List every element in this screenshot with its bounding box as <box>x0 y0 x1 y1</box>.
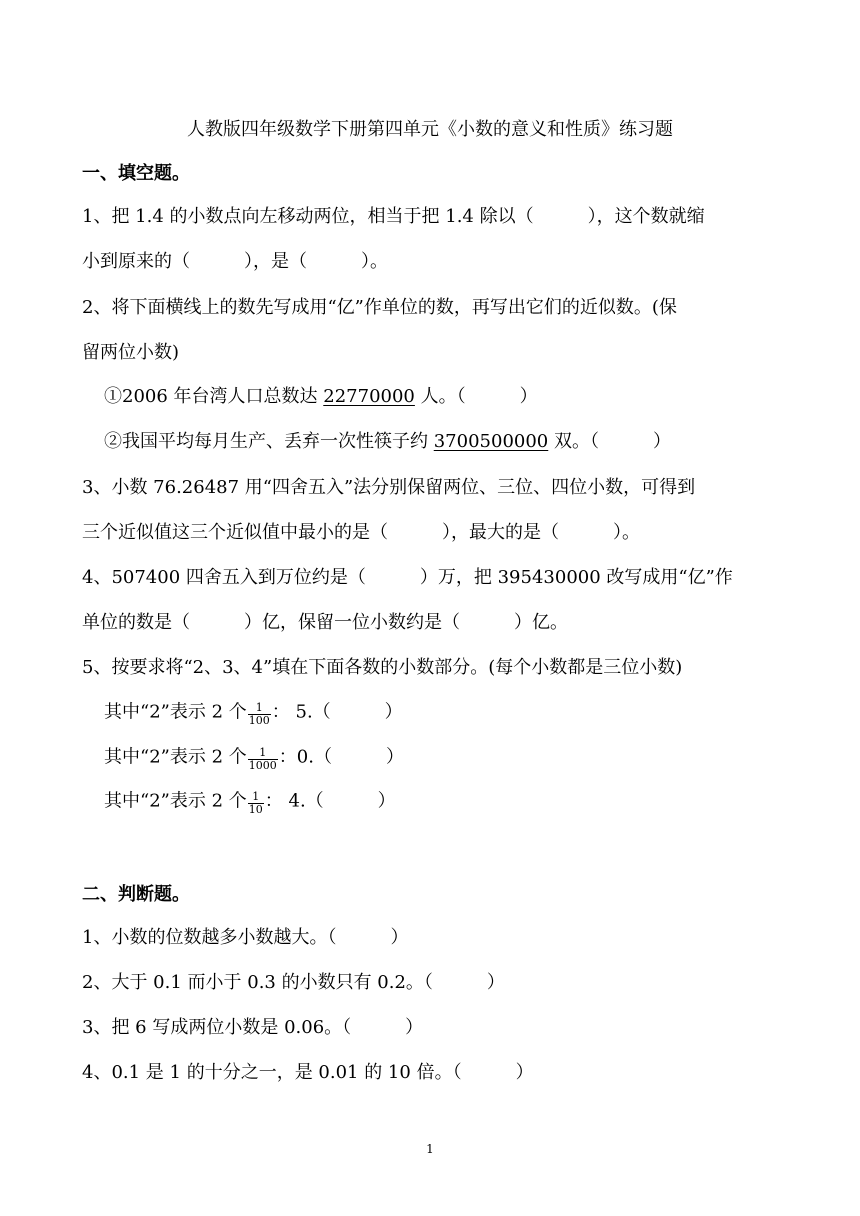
fraction-denominator: 1000 <box>248 759 277 772</box>
item-suffix: ：0.（ ） <box>278 746 404 768</box>
item-prefix: 其中“2”表示 2 个 <box>104 746 247 768</box>
question-3-line-1: 3、小数 76.26487 用“四舍五入”法分别保留两位、三位、四位小数，可得到 <box>82 477 696 498</box>
question-4-line-1: 4、507400 四舍五入到万位约是（ ）万，把 395430000 改写成用“亿”作 <box>82 567 733 588</box>
question-1-line-1: 1、把 1.4 的小数点向左移动两位，相当于把 1.4 除以（ ），这个数就缩 <box>82 206 705 227</box>
document-title: 人教版四年级数学下册第四单元《小数的意义和性质》练习题 <box>187 119 673 140</box>
item-text-after: 人。（ ） <box>414 386 538 407</box>
item-suffix: ： 5.（ ） <box>271 701 403 723</box>
section-fill-in-heading: 一、填空题。 <box>82 163 190 184</box>
question-3-line-2: 三个近似值这三个近似值中最小的是（ ），最大的是（ ）。 <box>82 522 640 543</box>
item-text-after: 双。（ ） <box>548 431 671 452</box>
item-text-before: ①2006 年台湾人口总数达 <box>104 386 324 407</box>
fraction <box>248 791 264 816</box>
page-number: 1 <box>426 1142 434 1156</box>
question-4-line-2: 单位的数是（ ）亿，保留一位小数约是（ ）亿。 <box>82 612 568 633</box>
fraction-numerator: 1 <box>248 791 264 804</box>
question-2-item-1 <box>104 385 538 409</box>
question-5-line-1: 5、按要求将“2、3、4”填在下面各数的小数部分。(每个小数都是三位小数) <box>82 657 683 678</box>
section-true-false-heading: 二、判断题。 <box>82 884 190 905</box>
underlined-number: 3700500000 <box>433 431 549 452</box>
item-prefix: 其中“2”表示 2 个 <box>104 701 247 723</box>
fraction-denominator: 100 <box>248 714 270 727</box>
fraction-numerator: 1 <box>248 747 278 760</box>
judgment-question-2: 2、大于 0.1 而小于 0.3 的小数只有 0.2。（ ） <box>82 972 505 993</box>
question-2-line-2: 留两位小数) <box>82 342 180 363</box>
judgment-question-3: 3、把 6 写成两位小数是 0.06。（ ） <box>82 1017 424 1038</box>
fraction <box>248 747 278 772</box>
question-5-item-1 <box>104 700 403 725</box>
judgment-question-1: 1、小数的位数越多小数越大。（ ） <box>82 927 409 948</box>
judgment-question-4: 4、0.1 是 1 的十分之一，是 0.01 的 10 倍。（ ） <box>82 1062 534 1083</box>
fraction-denominator: 10 <box>248 803 263 816</box>
item-text-before: ②我国平均每月生产、丢弃一次性筷子约 <box>104 431 434 452</box>
underlined-number: 22770000 <box>323 386 415 407</box>
question-2-line-1: 2、将下面横线上的数先写成用“亿”作单位的数，再写出它们的近似数。(保 <box>82 297 677 318</box>
item-prefix: 其中“2”表示 2 个 <box>104 790 247 812</box>
question-1-line-2: 小到原来的（ ），是（ ）。 <box>82 251 388 272</box>
question-5-item-2 <box>104 745 404 770</box>
question-2-item-2 <box>104 430 671 454</box>
item-suffix: ： 4.（ ） <box>264 790 396 812</box>
fraction-numerator: 1 <box>248 702 271 715</box>
fraction <box>248 702 271 727</box>
question-5-item-3 <box>104 789 396 814</box>
